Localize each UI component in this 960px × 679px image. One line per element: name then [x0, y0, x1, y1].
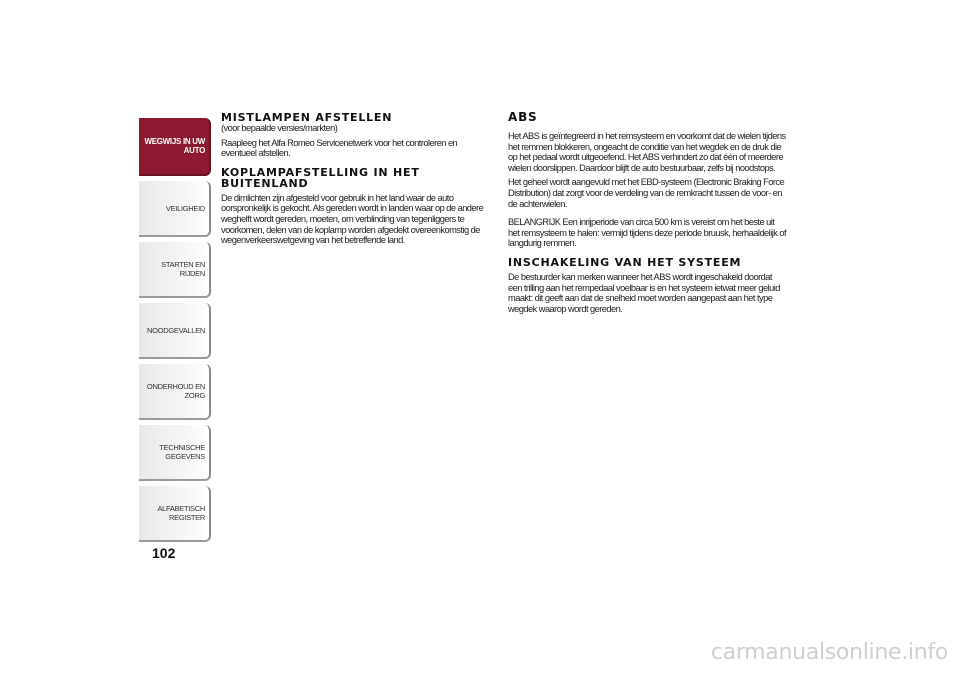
- tab-label: TECHNISCHE GEGEVENS: [159, 443, 205, 461]
- paragraph-important: BELANGRIJK Een inrijperiode van circa 500 km is vereist om het beste uit het remsysteem te halen: vermijd tijdens deze periode bruusk, herhaaldelijk of langdurig remmen.: [508, 217, 787, 249]
- section-title-mistlampen: MISTLAMPEN AFSTELLEN: [221, 111, 393, 124]
- section-subtitle: (voor bepaalde versies/markten): [221, 123, 338, 133]
- tab-onderhoud-en-zorg[interactable]: [139, 364, 211, 420]
- tab-starten-en-rijden[interactable]: [139, 242, 211, 298]
- tab-label: STARTEN EN RIJDEN: [161, 260, 205, 278]
- section-title-koplampafstelling: KOPLAMPAFSTELLING IN HET BUITENLAND: [221, 165, 420, 190]
- tab-label: WEGWIJS IN UW AUTO: [144, 137, 205, 155]
- tab-noodgevallen[interactable]: [139, 303, 211, 359]
- tab-label: NOODGEVALLEN: [147, 325, 205, 335]
- section-title-abs: ABS: [508, 110, 538, 124]
- paragraph: De bestuurder kan merken wanneer het ABS wordt ingeschakeld doordat een trilling aan het rempedaal voelbaar is en het systeem ietwat meer geluid maakt: dit geeft aan dat de snelheid moet worden aangepast aan het type wegdek waarop wordt gereden.: [508, 271, 780, 314]
- tab-technische-gegevens[interactable]: [139, 425, 211, 481]
- watermark-text: carmanualsonline.info: [710, 640, 948, 665]
- page-number: 102: [152, 545, 176, 561]
- chapter-sidebar: [139, 118, 211, 547]
- tab-label: VEILIGHEID: [165, 203, 205, 213]
- paragraph: De dimlichten zijn afgesteld voor gebruik in het land waar de auto oorspronkelijk is gekocht. Als gereden wordt in landen waar op de andere weghelft wordt gereden, moeten, om verblinding van tegenliggers te voorkomen, delen van de koplamp worden afgedekt overeenkomstig de wegenverkeerswetgeving van het betreffende land.: [221, 192, 484, 246]
- right-column: [508, 112, 786, 314]
- section-title-inschakeling: INSCHAKELING VAN HET SYSTEEM: [508, 255, 742, 269]
- paragraph: Het geheel wordt aangevuld met het EBD-systeem (Electronic Braking Force Distribution) dat zorgt voor de verdeling van de remkracht tussen de voor- en de achterwielen.: [508, 177, 785, 209]
- tab-alfabetisch-register[interactable]: [139, 486, 211, 542]
- tab-veiligheid[interactable]: [139, 181, 211, 237]
- left-column: [221, 112, 491, 246]
- paragraph: Het ABS is geïntegreerd in het remsysteem en voorkomt dat de wielen tijdens het remmen blokkeren, ongeacht de conditie van het wegdek en de druk die op het pedaal wordt uitgeoefend. Het ABS verhindert zo dat één of meerdere wielen doorslippen. Daardoor blijft de auto bestuurbaar, zelfs bij noodstops.: [508, 131, 786, 173]
- tab-label: ALFABETISCH REGISTER: [157, 504, 205, 522]
- paragraph: Raapleeg het Alfa Romeo Servicenetwerk voor het controleren en eventueel afstellen.: [221, 137, 458, 159]
- tab-wegwijs-in-uw-auto[interactable]: [139, 118, 211, 176]
- tab-label: ONDERHOUD EN ZORG: [146, 382, 205, 400]
